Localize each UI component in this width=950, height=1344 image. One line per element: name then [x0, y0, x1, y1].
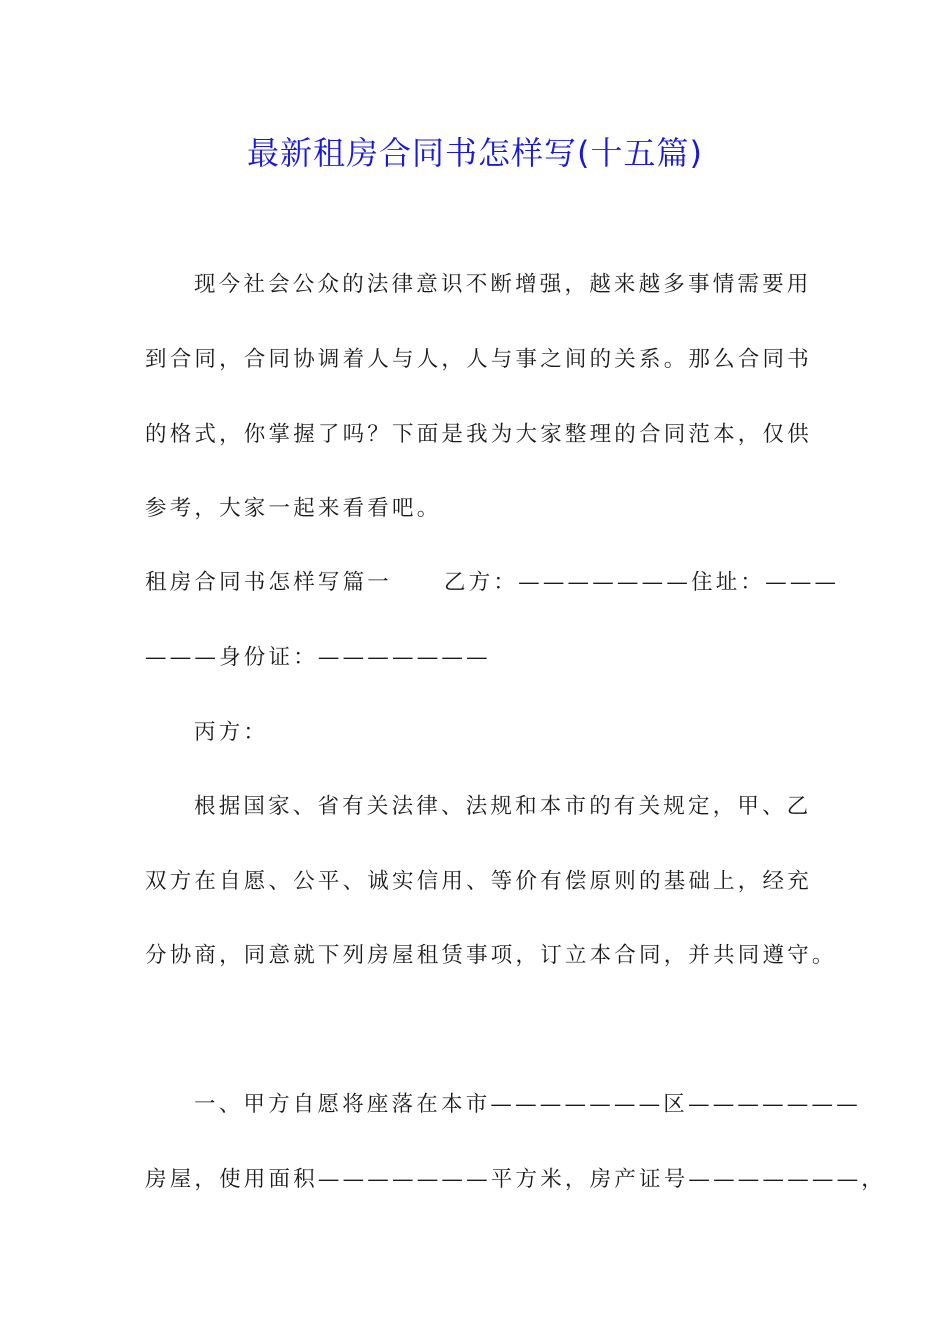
section-heading-line [145, 568, 839, 598]
party-b-line: 乙方：———————住址：——— [444, 570, 840, 595]
document-title: 最新租房合同书怎样写(十五篇) [247, 134, 703, 172]
intro-line-4: 参考，大家一起来看看吧。 [145, 496, 442, 521]
intro-line-1: 现今社会公众的法律意识不断增强，越来越多事情需要用 [194, 272, 812, 297]
basis-line-1: 根据国家、省有关法律、法规和本市的有关规定，甲、乙 [194, 794, 812, 819]
clause-1-line-2: 房屋，使用面积———————平方米，房产证号———————， [145, 1167, 887, 1192]
basis-line-2: 双方在自愿、公平、诚实信用、等价有偿原则的基础上，经充 [145, 869, 812, 894]
clause-1-line-1: 一、甲方自愿将座落在本市———————区——————— [194, 1092, 861, 1117]
basis-line-3: 分协商，同意就下列房屋租赁事项，订立本合同，并共同遵守。 [145, 943, 837, 968]
party-c-line: 丙方： [194, 720, 269, 745]
party-b-line-2: ———身份证：——————— [145, 645, 491, 670]
intro-line-3: 的格式，你掌握了吗？下面是我为大家整理的合同范本，仅供 [145, 422, 812, 447]
section-heading: 租房合同书怎样写篇一 [145, 570, 393, 595]
intro-line-2: 到合同，合同协调着人与人，人与事之间的关系。那么合同书 [145, 347, 812, 372]
